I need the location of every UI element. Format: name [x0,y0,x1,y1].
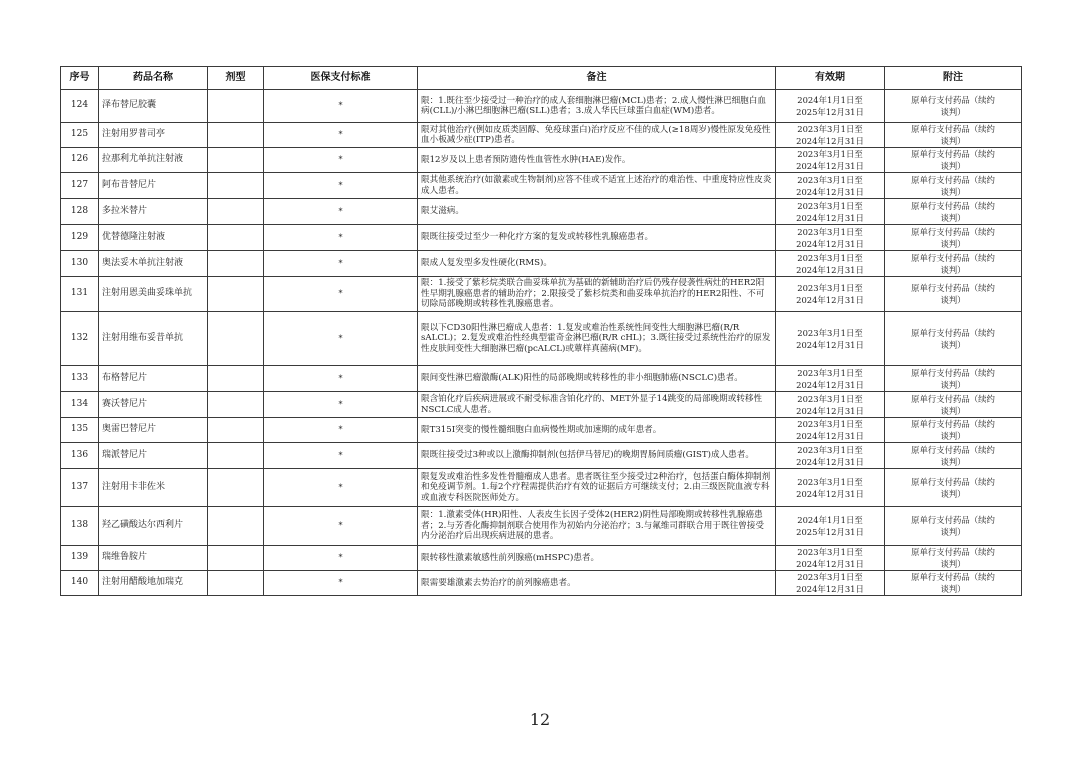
cell-form [208,392,264,418]
cell-validity [776,507,885,546]
valid-to: 2024年12月31日 [796,431,864,441]
cell-attachment [885,199,1022,225]
attach-line-2: 谈判） [940,161,966,171]
valid-from: 2023年3月1日至 [797,419,863,429]
attach-line-2: 谈判） [940,339,966,350]
cell-validity [776,312,885,366]
attach-line-2: 谈判） [940,107,966,117]
table-row [61,571,1022,596]
attach-line-2: 谈判） [940,584,966,594]
cell-validity [776,418,885,443]
cell-name: 瑞派替尼片 [99,443,208,469]
cell-remark: 限T315I突变的慢性髓细胞白血病慢性期或加速期的成年患者。 [418,418,776,443]
cell-attachment [885,366,1022,392]
valid-to: 2024年12月31日 [796,456,864,467]
cell-remark: 限既往接受过3种或以上激酶抑制剂(包括伊马替尼)的晚期胃肠间质瘤(GIST)成人患者。 [418,443,776,469]
table-row [61,123,1022,148]
attach-line-1: 原单行支付药品（续约 [911,367,995,378]
table-body [61,90,1022,596]
attach-line-2: 谈判） [940,264,966,275]
cell-no: 138 [61,507,99,546]
valid-from: 2023年3月1日至 [797,226,863,237]
attach-line-2: 谈判） [940,295,966,305]
table-row [61,546,1022,571]
table-row [61,507,1022,546]
cell-validity [776,123,885,148]
cell-no: 127 [61,173,99,199]
cell-name: 多拉米替片 [99,199,208,225]
cell-name: 奥法妥木单抗注射液 [99,251,208,277]
valid-from: 2024年1月1日至 [797,515,863,525]
cell-standard: * [264,173,418,199]
valid-from: 2023年3月1日至 [797,444,863,455]
valid-to: 2025年12月31日 [796,527,864,537]
table-row [61,312,1022,366]
cell-attachment [885,546,1022,571]
cell-validity [776,277,885,312]
table-row [61,443,1022,469]
valid-from: 2024年1月1日至 [797,95,863,105]
valid-from: 2023年3月1日至 [797,367,863,378]
attach-line-2: 谈判） [940,456,966,467]
attach-line-2: 谈判） [940,136,966,146]
table-row [61,251,1022,277]
cell-validity [776,392,885,418]
cell-validity [776,90,885,123]
cell-no: 133 [61,366,99,392]
cell-attachment [885,392,1022,418]
table-row [61,277,1022,312]
cell-no: 134 [61,392,99,418]
valid-to: 2025年12月31日 [796,107,864,117]
cell-remark: 限12岁及以上患者预防遗传性血管性水肿(HAE)发作。 [418,148,776,173]
cell-name: 注射用醋酸地加瑞克 [99,571,208,596]
cell-name: 泽布替尼胶囊 [99,90,208,123]
cell-no: 136 [61,443,99,469]
attach-line-2: 谈判） [940,238,966,249]
attach-line-1: 原单行支付药品（续约 [911,419,995,429]
cell-no: 131 [61,277,99,312]
attach-line-1: 原单行支付药品（续约 [911,327,995,338]
cell-attachment [885,148,1022,173]
cell-standard: * [264,225,418,251]
cell-name: 赛沃替尼片 [99,392,208,418]
valid-to: 2024年12月31日 [796,295,864,305]
cell-standard: * [264,148,418,173]
attach-line-1: 原单行支付药品（续约 [911,444,995,455]
cell-no: 135 [61,418,99,443]
cell-no: 132 [61,312,99,366]
attach-line-1: 原单行支付药品（续约 [911,174,995,185]
cell-form [208,443,264,469]
cell-standard: * [264,251,418,277]
cell-attachment [885,123,1022,148]
cell-standard: * [264,90,418,123]
cell-remark: 限转移性激素敏感性前列腺癌(mHSPC)患者。 [418,546,776,571]
valid-to: 2024年12月31日 [796,584,864,594]
cell-standard: * [264,277,418,312]
valid-from: 2023年3月1日至 [797,393,863,404]
cell-validity [776,199,885,225]
cell-remark: 限成人复发型多发性硬化(RMS)。 [418,251,776,277]
valid-from: 2023年3月1日至 [797,547,863,557]
valid-to: 2024年12月31日 [796,559,864,569]
cell-remark: 限：1.激素受体(HR)阳性、人表皮生长因子受体2(HER2)阴性局部晚期或转移性乳腺癌患者；2.与芳香化酶抑制剂联合使用作为初始内分泌治疗；3.与氟维司群联合用于既往曾接受内分泌治疗后出现疾病进展的患者。 [418,507,776,546]
cell-no: 130 [61,251,99,277]
table-row [61,90,1022,123]
cell-standard: * [264,418,418,443]
attach-line-2: 谈判） [940,405,966,416]
cell-attachment [885,225,1022,251]
attach-line-1: 原单行支付药品（续约 [911,283,995,293]
cell-remark: 限艾滋病。 [418,199,776,225]
attach-line-2: 谈判） [940,527,966,537]
valid-to: 2024年12月31日 [796,186,864,197]
cell-attachment [885,507,1022,546]
cell-no: 140 [61,571,99,596]
cell-attachment [885,571,1022,596]
header-validity: 有效期 [776,67,885,90]
attach-line-1: 原单行支付药品（续约 [911,515,995,525]
cell-form [208,123,264,148]
cell-remark: 限复发或难治性多发性骨髓瘤成人患者。患者既往至少接受过2种治疗，包括蛋白酶体抑制剂和免疫调节剂。1.每2个疗程需提供治疗有效的证据后方可继续支付；2.由三级医院血液专科或血液专科医院医师处方。 [418,469,776,507]
cell-standard: * [264,199,418,225]
cell-remark: 限间变性淋巴瘤激酶(ALK)阳性的局部晚期或转移性的非小细胞肺癌(NSCLC)患者。 [418,366,776,392]
cell-attachment [885,443,1022,469]
cell-validity [776,469,885,507]
attach-line-1: 原单行支付药品（续约 [911,393,995,404]
header-no: 序号 [61,67,99,90]
cell-form [208,469,264,507]
attach-line-2: 谈判） [940,212,966,223]
header-attachment: 附注 [885,67,1022,90]
cell-no: 139 [61,546,99,571]
attach-line-2: 谈判） [940,431,966,441]
cell-remark: 限需要雄激素去势治疗的前列腺癌患者。 [418,571,776,596]
valid-to: 2024年12月31日 [796,238,864,249]
attach-line-1: 原单行支付药品（续约 [911,226,995,237]
cell-name: 注射用罗普司亭 [99,123,208,148]
cell-name: 优替德隆注射液 [99,225,208,251]
table-row [61,199,1022,225]
cell-name: 羟乙磺酸达尔西利片 [99,507,208,546]
table-row [61,173,1022,199]
cell-remark: 限：1.既往至少接受过一种治疗的成人套细胞淋巴瘤(MCL)患者；2.成人慢性淋巴细胞白血病(CLL)/小淋巴细胞淋巴瘤(SLL)患者；3.成人华氏巨球蛋白血症(WM)患者。 [418,90,776,123]
cell-standard: * [264,366,418,392]
attach-line-1: 原单行支付药品（续约 [911,200,995,211]
cell-remark: 限既往接受过至少一种化疗方案的复发或转移性乳腺癌患者。 [418,225,776,251]
cell-form [208,173,264,199]
cell-form [208,312,264,366]
attach-line-1: 原单行支付药品（续约 [911,572,995,582]
cell-no: 124 [61,90,99,123]
attach-line-1: 原单行支付药品（续约 [911,124,995,134]
cell-remark: 限：1.接受了紫杉烷类联合曲妥珠单抗为基础的新辅助治疗后仍残存侵袭性病灶的HER2阳性早期乳腺癌患者的辅助治疗；2.限接受了紫杉烷类和曲妥珠单抗治疗的HER2阳性、不可切除局部晚期或转移性乳腺癌患者。 [418,277,776,312]
cell-validity [776,225,885,251]
drug-table [60,66,1022,596]
cell-name: 拉那利尤单抗注射液 [99,148,208,173]
cell-attachment [885,469,1022,507]
header-name: 药品名称 [99,67,208,90]
cell-no: 125 [61,123,99,148]
header-remark: 备注 [418,67,776,90]
cell-form [208,90,264,123]
cell-no: 137 [61,469,99,507]
cell-remark: 限其他系统治疗(如激素或生物制剂)应答不佳或不适宜上述治疗的难治性、中重度特应性皮炎成人患者。 [418,173,776,199]
cell-form [208,225,264,251]
cell-standard: * [264,571,418,596]
cell-form [208,199,264,225]
valid-from: 2023年3月1日至 [797,174,863,185]
cell-validity [776,148,885,173]
valid-from: 2023年3月1日至 [797,476,863,487]
cell-standard: * [264,469,418,507]
valid-from: 2023年3月1日至 [797,124,863,134]
cell-name: 注射用恩美曲妥珠单抗 [99,277,208,312]
attach-line-1: 原单行支付药品（续约 [911,95,995,105]
cell-validity [776,443,885,469]
attach-line-1: 原单行支付药品（续约 [911,476,995,487]
cell-form [208,277,264,312]
valid-from: 2023年3月1日至 [797,327,863,338]
attach-line-1: 原单行支付药品（续约 [911,547,995,557]
cell-standard: * [264,312,418,366]
table-row [61,366,1022,392]
cell-form [208,507,264,546]
valid-to: 2024年12月31日 [796,264,864,275]
cell-form [208,546,264,571]
cell-name: 阿布昔替尼片 [99,173,208,199]
cell-standard: * [264,443,418,469]
cell-standard: * [264,546,418,571]
cell-attachment [885,418,1022,443]
cell-standard: * [264,507,418,546]
valid-from: 2023年3月1日至 [797,149,863,159]
cell-standard: * [264,392,418,418]
cell-validity [776,173,885,199]
attach-line-2: 谈判） [940,379,966,390]
cell-standard: * [264,123,418,148]
table-row [61,148,1022,173]
table-row [61,392,1022,418]
cell-validity [776,366,885,392]
table-row [61,469,1022,507]
valid-to: 2024年12月31日 [796,405,864,416]
header-form: 剂型 [208,67,264,90]
valid-from: 2023年3月1日至 [797,252,863,263]
valid-to: 2024年12月31日 [796,136,864,146]
cell-remark: 限对其他治疗(例如皮质类固醇、免疫球蛋白)治疗反应不佳的成人(≥18周岁)慢性原发免疫性血小板减少症(ITP)患者。 [418,123,776,148]
cell-name: 注射用维布妥昔单抗 [99,312,208,366]
cell-remark: 限含铂化疗后疾病进展或不耐受标准含铂化疗的、MET外显子14跳变的局部晚期或转移性NSCLC成人患者。 [418,392,776,418]
valid-to: 2024年12月31日 [796,339,864,350]
attach-line-1: 原单行支付药品（续约 [911,252,995,263]
attach-line-2: 谈判） [940,559,966,569]
valid-to: 2024年12月31日 [796,379,864,390]
cell-validity [776,571,885,596]
table-row [61,418,1022,443]
attach-line-1: 原单行支付药品（续约 [911,149,995,159]
document-page [60,66,1021,596]
table-row [61,225,1022,251]
cell-form [208,571,264,596]
cell-remark: 限以下CD30阳性淋巴瘤成人患者：1.复发或难治性系统性间变性大细胞淋巴瘤(R/R sALCL)；2.复发或难治性经典型霍奇金淋巴瘤(R/R cHL)；3.既往接受过系统性治疗的原发性皮肤间变性大细胞淋巴瘤(pcALCL)或蕈样真菌病(MF)。 [418,312,776,366]
valid-to: 2024年12月31日 [796,161,864,171]
table-header-row [61,67,1022,90]
cell-form [208,366,264,392]
page-number: 12 [529,710,551,729]
cell-name: 瑞维鲁胺片 [99,546,208,571]
cell-form [208,148,264,173]
valid-from: 2023年3月1日至 [797,572,863,582]
cell-name: 布格替尼片 [99,366,208,392]
cell-attachment [885,90,1022,123]
header-standard: 医保支付标准 [264,67,418,90]
cell-form [208,418,264,443]
cell-attachment [885,277,1022,312]
valid-to: 2024年12月31日 [796,488,864,499]
attach-line-2: 谈判） [940,186,966,197]
cell-no: 126 [61,148,99,173]
cell-validity [776,251,885,277]
cell-attachment [885,312,1022,366]
cell-attachment [885,173,1022,199]
cell-name: 奥雷巴替尼片 [99,418,208,443]
cell-attachment [885,251,1022,277]
attach-line-2: 谈判） [940,488,966,499]
cell-name: 注射用卡非佐米 [99,469,208,507]
valid-from: 2023年3月1日至 [797,283,863,293]
cell-form [208,251,264,277]
valid-to: 2024年12月31日 [796,212,864,223]
valid-from: 2023年3月1日至 [797,200,863,211]
cell-no: 129 [61,225,99,251]
cell-validity [776,546,885,571]
cell-no: 128 [61,199,99,225]
